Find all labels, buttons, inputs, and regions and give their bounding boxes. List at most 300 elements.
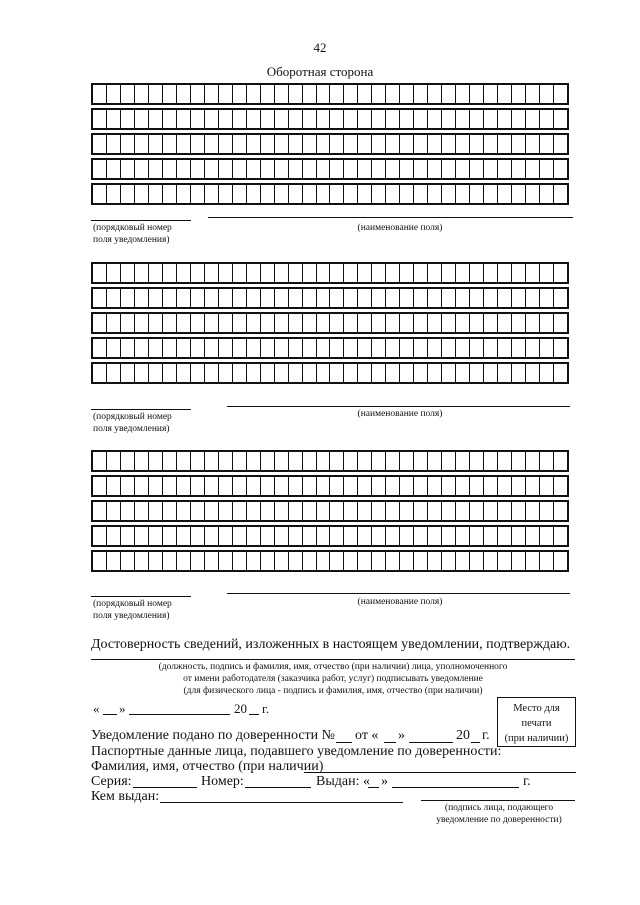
grid-cell[interactable] — [511, 185, 525, 203]
grid-cell[interactable] — [357, 502, 371, 520]
grid-cell[interactable] — [511, 85, 525, 103]
grid-cell[interactable] — [539, 364, 553, 382]
grid-cell[interactable] — [246, 185, 260, 203]
grid-cell[interactable] — [190, 452, 204, 470]
grid-cell[interactable] — [427, 264, 441, 282]
grid-cell[interactable] — [525, 552, 539, 570]
grid-cell[interactable] — [497, 364, 511, 382]
grid-cell[interactable] — [497, 264, 511, 282]
grid-cell[interactable] — [232, 135, 246, 153]
grid-row[interactable] — [91, 500, 569, 522]
grid-cell[interactable] — [93, 452, 106, 470]
grid-row[interactable] — [91, 450, 569, 472]
grid-cell[interactable] — [553, 527, 567, 545]
grid-cell[interactable] — [329, 264, 343, 282]
grid-cell[interactable] — [455, 110, 469, 128]
grid-cell[interactable] — [413, 477, 427, 495]
grid-cell[interactable] — [483, 552, 497, 570]
grid-cell[interactable] — [162, 85, 176, 103]
grid-cell[interactable] — [357, 314, 371, 332]
grid-cell[interactable] — [413, 135, 427, 153]
grid-cell[interactable] — [483, 135, 497, 153]
grid-cell[interactable] — [441, 110, 455, 128]
grid-cell[interactable] — [204, 289, 218, 307]
grid-cell[interactable] — [246, 452, 260, 470]
grid-cell[interactable] — [106, 314, 120, 332]
grid-cell[interactable] — [134, 110, 148, 128]
grid-cell[interactable] — [455, 289, 469, 307]
grid-cell[interactable] — [511, 364, 525, 382]
grid-cell[interactable] — [232, 160, 246, 178]
grid-cell[interactable] — [483, 160, 497, 178]
grid-cell[interactable] — [371, 364, 385, 382]
grid-cell[interactable] — [93, 135, 106, 153]
grid-cell[interactable] — [413, 364, 427, 382]
grid-row[interactable] — [91, 362, 569, 384]
grid-cell[interactable] — [385, 314, 399, 332]
grid-cell[interactable] — [148, 185, 162, 203]
grid-cell[interactable] — [525, 135, 539, 153]
proxy-year-field[interactable] — [471, 742, 480, 743]
grid-cell[interactable] — [232, 314, 246, 332]
grid-cell[interactable] — [316, 110, 330, 128]
grid-cell[interactable] — [190, 85, 204, 103]
grid-cell[interactable] — [162, 339, 176, 357]
grid-cell[interactable] — [553, 160, 567, 178]
grid-cell[interactable] — [399, 85, 413, 103]
grid-cell[interactable] — [106, 477, 120, 495]
grid-cell[interactable] — [176, 314, 190, 332]
grid-cell[interactable] — [413, 339, 427, 357]
grid-cell[interactable] — [232, 264, 246, 282]
grid-cell[interactable] — [371, 477, 385, 495]
grid-cell[interactable] — [260, 552, 274, 570]
grid-cell[interactable] — [148, 552, 162, 570]
grid-cell[interactable] — [553, 185, 567, 203]
grid-cell[interactable] — [329, 185, 343, 203]
grid-cell[interactable] — [288, 160, 302, 178]
grid-cell[interactable] — [497, 502, 511, 520]
grid-cell[interactable] — [246, 502, 260, 520]
grid-cell[interactable] — [427, 527, 441, 545]
grid-cell[interactable] — [134, 135, 148, 153]
grid-cell[interactable] — [106, 339, 120, 357]
grid-cell[interactable] — [553, 289, 567, 307]
grid-cell[interactable] — [497, 160, 511, 178]
grid-cell[interactable] — [539, 264, 553, 282]
grid-cell[interactable] — [120, 135, 134, 153]
grid-cell[interactable] — [246, 135, 260, 153]
grid-cell[interactable] — [441, 85, 455, 103]
proxy-number-field[interactable] — [336, 742, 352, 743]
grid-cell[interactable] — [316, 552, 330, 570]
grid-cell[interactable] — [106, 527, 120, 545]
grid-cell[interactable] — [371, 289, 385, 307]
grid-cell[interactable] — [399, 477, 413, 495]
grid-cell[interactable] — [357, 135, 371, 153]
grid-cell[interactable] — [260, 339, 274, 357]
grid-cell[interactable] — [134, 289, 148, 307]
grid-cell[interactable] — [329, 477, 343, 495]
grid-cell[interactable] — [148, 135, 162, 153]
grid-cell[interactable] — [343, 264, 357, 282]
grid-cell[interactable] — [413, 185, 427, 203]
grid-cell[interactable] — [483, 110, 497, 128]
grid-cell[interactable] — [497, 135, 511, 153]
proxy-signature-line[interactable] — [421, 800, 575, 801]
grid-cell[interactable] — [302, 185, 316, 203]
grid-cell[interactable] — [246, 264, 260, 282]
grid-cell[interactable] — [469, 85, 483, 103]
grid-cell[interactable] — [246, 527, 260, 545]
grid-cell[interactable] — [357, 264, 371, 282]
grid-cell[interactable] — [232, 477, 246, 495]
grid-cell[interactable] — [93, 552, 106, 570]
grid-cell[interactable] — [525, 289, 539, 307]
grid-cell[interactable] — [469, 452, 483, 470]
grid-cell[interactable] — [329, 364, 343, 382]
grid-cell[interactable] — [93, 502, 106, 520]
grid-cell[interactable] — [302, 110, 316, 128]
grid-cell[interactable] — [553, 339, 567, 357]
grid-cell[interactable] — [469, 135, 483, 153]
grid-cell[interactable] — [162, 135, 176, 153]
grid-row[interactable] — [91, 158, 569, 180]
grid-cell[interactable] — [120, 289, 134, 307]
grid-cell[interactable] — [385, 477, 399, 495]
grid-cell[interactable] — [413, 452, 427, 470]
grid-cell[interactable] — [497, 527, 511, 545]
grid-cell[interactable] — [134, 452, 148, 470]
proxy-day-field[interactable] — [384, 742, 396, 743]
grid-cell[interactable] — [274, 264, 288, 282]
grid-row[interactable] — [91, 550, 569, 572]
grid-cell[interactable] — [329, 135, 343, 153]
grid-cell[interactable] — [302, 527, 316, 545]
grid-cell[interactable] — [343, 85, 357, 103]
grid-cell[interactable] — [525, 160, 539, 178]
grid-cell[interactable] — [246, 110, 260, 128]
grid-cell[interactable] — [371, 527, 385, 545]
grid-row[interactable] — [91, 183, 569, 205]
grid-cell[interactable] — [455, 135, 469, 153]
grid-cell[interactable] — [316, 85, 330, 103]
grid-cell[interactable] — [371, 135, 385, 153]
grid-cell[interactable] — [469, 552, 483, 570]
grid-cell[interactable] — [399, 135, 413, 153]
grid-cell[interactable] — [399, 527, 413, 545]
grid-cell[interactable] — [148, 339, 162, 357]
grid-cell[interactable] — [148, 110, 162, 128]
grid-cell[interactable] — [260, 160, 274, 178]
grid-cell[interactable] — [134, 527, 148, 545]
grid-cell[interactable] — [316, 135, 330, 153]
grid-cell[interactable] — [427, 314, 441, 332]
grid-cell[interactable] — [120, 185, 134, 203]
grid-cell[interactable] — [343, 364, 357, 382]
grid-cell[interactable] — [385, 452, 399, 470]
grid-cell[interactable] — [246, 160, 260, 178]
grid-cell[interactable] — [260, 502, 274, 520]
grid-cell[interactable] — [427, 110, 441, 128]
grid-cell[interactable] — [427, 477, 441, 495]
grid-cell[interactable] — [525, 85, 539, 103]
grid-cell[interactable] — [204, 135, 218, 153]
grid-cell[interactable] — [385, 502, 399, 520]
field-name-line[interactable] — [227, 593, 570, 594]
grid-cell[interactable] — [274, 160, 288, 178]
grid-cell[interactable] — [148, 264, 162, 282]
grid-cell[interactable] — [93, 185, 106, 203]
grid-cell[interactable] — [316, 160, 330, 178]
grid-cell[interactable] — [371, 339, 385, 357]
grid-cell[interactable] — [106, 160, 120, 178]
grid-cell[interactable] — [413, 552, 427, 570]
grid-cell[interactable] — [176, 135, 190, 153]
grid-cell[interactable] — [371, 185, 385, 203]
grid-cell[interactable] — [525, 502, 539, 520]
grid-cell[interactable] — [343, 314, 357, 332]
grid-cell[interactable] — [399, 314, 413, 332]
grid-cell[interactable] — [93, 364, 106, 382]
grid-cell[interactable] — [232, 110, 246, 128]
grid-cell[interactable] — [176, 85, 190, 103]
grid-cell[interactable] — [343, 502, 357, 520]
grid-cell[interactable] — [441, 552, 455, 570]
grid-cell[interactable] — [329, 527, 343, 545]
grid-cell[interactable] — [316, 452, 330, 470]
grid-cell[interactable] — [176, 339, 190, 357]
issued-day-field[interactable] — [368, 787, 379, 788]
grid-cell[interactable] — [176, 264, 190, 282]
grid-cell[interactable] — [357, 452, 371, 470]
grid-cell[interactable] — [162, 264, 176, 282]
grid-cell[interactable] — [427, 85, 441, 103]
grid-cell[interactable] — [190, 160, 204, 178]
grid-cell[interactable] — [302, 314, 316, 332]
grid-cell[interactable] — [120, 364, 134, 382]
grid-row[interactable] — [91, 133, 569, 155]
grid-cell[interactable] — [162, 289, 176, 307]
grid-cell[interactable] — [190, 185, 204, 203]
grid-cell[interactable] — [302, 339, 316, 357]
grid-cell[interactable] — [274, 502, 288, 520]
grid-cell[interactable] — [441, 502, 455, 520]
grid-cell[interactable] — [455, 185, 469, 203]
grid-cell[interactable] — [218, 339, 232, 357]
grid-cell[interactable] — [176, 364, 190, 382]
grid-cell[interactable] — [497, 452, 511, 470]
grid-cell[interactable] — [399, 452, 413, 470]
field-number-line[interactable] — [91, 596, 191, 597]
grid-cell[interactable] — [204, 552, 218, 570]
grid-cell[interactable] — [106, 135, 120, 153]
grid-cell[interactable] — [413, 314, 427, 332]
field-number-line[interactable] — [91, 220, 191, 221]
grid-cell[interactable] — [497, 552, 511, 570]
grid-cell[interactable] — [162, 477, 176, 495]
grid-cell[interactable] — [511, 452, 525, 470]
grid-cell[interactable] — [218, 527, 232, 545]
grid-cell[interactable] — [385, 289, 399, 307]
grid-cell[interactable] — [302, 477, 316, 495]
grid-cell[interactable] — [539, 289, 553, 307]
grid-cell[interactable] — [274, 477, 288, 495]
grid-cell[interactable] — [204, 502, 218, 520]
grid-cell[interactable] — [455, 452, 469, 470]
grid-cell[interactable] — [204, 477, 218, 495]
grid-cell[interactable] — [413, 289, 427, 307]
grid-cell[interactable] — [176, 289, 190, 307]
grid-cell[interactable] — [106, 85, 120, 103]
grid-cell[interactable] — [176, 110, 190, 128]
grid-cell[interactable] — [106, 185, 120, 203]
grid-cell[interactable] — [302, 502, 316, 520]
grid-row[interactable] — [91, 83, 569, 105]
grid-cell[interactable] — [274, 527, 288, 545]
grid-cell[interactable] — [455, 477, 469, 495]
grid-cell[interactable] — [134, 185, 148, 203]
grid-cell[interactable] — [539, 85, 553, 103]
grid-cell[interactable] — [246, 552, 260, 570]
grid-cell[interactable] — [497, 477, 511, 495]
grid-cell[interactable] — [511, 289, 525, 307]
grid-cell[interactable] — [357, 364, 371, 382]
grid-cell[interactable] — [288, 289, 302, 307]
grid-cell[interactable] — [455, 85, 469, 103]
grid-cell[interactable] — [288, 85, 302, 103]
grid-cell[interactable] — [385, 364, 399, 382]
grid-cell[interactable] — [316, 502, 330, 520]
grid-cell[interactable] — [553, 364, 567, 382]
grid-cell[interactable] — [329, 110, 343, 128]
grid-cell[interactable] — [525, 110, 539, 128]
grid-cell[interactable] — [204, 314, 218, 332]
grid-cell[interactable] — [371, 452, 385, 470]
field-name-line[interactable] — [227, 406, 570, 407]
grid-cell[interactable] — [371, 552, 385, 570]
grid-cell[interactable] — [176, 185, 190, 203]
grid-cell[interactable] — [511, 527, 525, 545]
grid-cell[interactable] — [232, 289, 246, 307]
grid-cell[interactable] — [162, 110, 176, 128]
grid-cell[interactable] — [204, 110, 218, 128]
grid-cell[interactable] — [525, 264, 539, 282]
grid-cell[interactable] — [525, 339, 539, 357]
grid-cell[interactable] — [162, 452, 176, 470]
grid-cell[interactable] — [218, 552, 232, 570]
grid-cell[interactable] — [218, 185, 232, 203]
grid-cell[interactable] — [525, 185, 539, 203]
grid-cell[interactable] — [246, 314, 260, 332]
grid-cell[interactable] — [511, 339, 525, 357]
grid-cell[interactable] — [469, 477, 483, 495]
signature-line[interactable] — [91, 659, 575, 660]
grid-cell[interactable] — [413, 160, 427, 178]
grid-cell[interactable] — [441, 477, 455, 495]
grid-cell[interactable] — [539, 185, 553, 203]
grid-cell[interactable] — [483, 185, 497, 203]
grid-cell[interactable] — [93, 289, 106, 307]
date-day-field[interactable] — [103, 714, 117, 715]
grid-cell[interactable] — [343, 110, 357, 128]
grid-cell[interactable] — [134, 314, 148, 332]
grid-cell[interactable] — [260, 110, 274, 128]
grid-cell[interactable] — [218, 160, 232, 178]
grid-cell[interactable] — [106, 110, 120, 128]
grid-cell[interactable] — [511, 314, 525, 332]
grid-cell[interactable] — [190, 110, 204, 128]
grid-cell[interactable] — [274, 364, 288, 382]
grid-cell[interactable] — [343, 339, 357, 357]
grid-cell[interactable] — [427, 339, 441, 357]
grid-cell[interactable] — [329, 452, 343, 470]
grid-cell[interactable] — [134, 502, 148, 520]
grid-cell[interactable] — [441, 452, 455, 470]
grid-cell[interactable] — [511, 160, 525, 178]
grid-cell[interactable] — [274, 289, 288, 307]
grid-cell[interactable] — [176, 552, 190, 570]
grid-cell[interactable] — [93, 85, 106, 103]
grid-cell[interactable] — [343, 135, 357, 153]
grid-cell[interactable] — [288, 110, 302, 128]
grid-cell[interactable] — [525, 314, 539, 332]
grid-cell[interactable] — [232, 185, 246, 203]
grid-cell[interactable] — [246, 364, 260, 382]
series-field[interactable] — [133, 787, 197, 788]
grid-cell[interactable] — [120, 160, 134, 178]
grid-cell[interactable] — [218, 314, 232, 332]
grid-cell[interactable] — [316, 314, 330, 332]
grid-cell[interactable] — [218, 364, 232, 382]
grid-cell[interactable] — [302, 452, 316, 470]
grid-cell[interactable] — [539, 314, 553, 332]
grid-cell[interactable] — [329, 289, 343, 307]
grid-cell[interactable] — [106, 289, 120, 307]
grid-cell[interactable] — [469, 110, 483, 128]
field-name-line[interactable] — [208, 217, 573, 218]
grid-cell[interactable] — [343, 452, 357, 470]
grid-cell[interactable] — [274, 339, 288, 357]
grid-cell[interactable] — [162, 364, 176, 382]
grid-cell[interactable] — [260, 364, 274, 382]
grid-cell[interactable] — [385, 85, 399, 103]
grid-cell[interactable] — [93, 527, 106, 545]
grid-cell[interactable] — [106, 264, 120, 282]
grid-cell[interactable] — [190, 527, 204, 545]
grid-cell[interactable] — [539, 477, 553, 495]
grid-cell[interactable] — [329, 85, 343, 103]
grid-cell[interactable] — [469, 289, 483, 307]
grid-cell[interactable] — [274, 110, 288, 128]
grid-cell[interactable] — [148, 85, 162, 103]
grid-cell[interactable] — [148, 289, 162, 307]
grid-cell[interactable] — [497, 289, 511, 307]
grid-cell[interactable] — [120, 527, 134, 545]
grid-cell[interactable] — [302, 160, 316, 178]
grid-cell[interactable] — [385, 339, 399, 357]
grid-cell[interactable] — [316, 527, 330, 545]
grid-cell[interactable] — [357, 85, 371, 103]
grid-cell[interactable] — [274, 314, 288, 332]
grid-cell[interactable] — [329, 339, 343, 357]
grid-cell[interactable] — [190, 135, 204, 153]
character-grid-block-1[interactable] — [91, 83, 569, 205]
grid-cell[interactable] — [176, 527, 190, 545]
grid-cell[interactable] — [329, 314, 343, 332]
grid-cell[interactable] — [120, 452, 134, 470]
grid-cell[interactable] — [190, 339, 204, 357]
